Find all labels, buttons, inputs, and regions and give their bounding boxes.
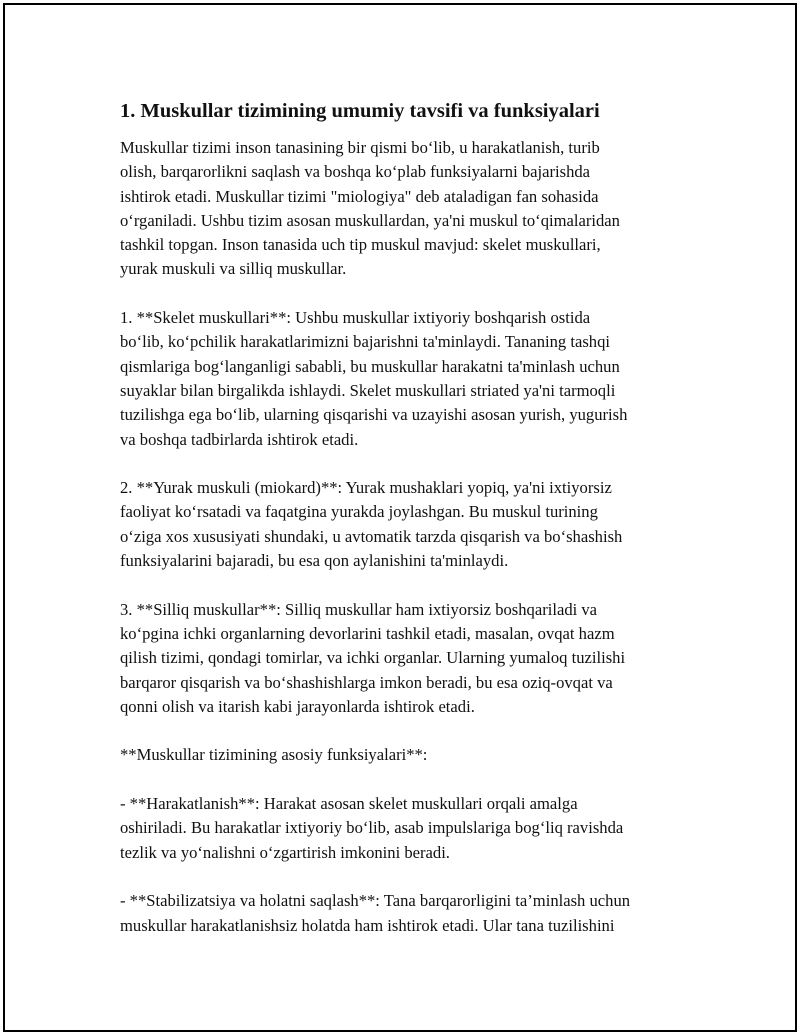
text-line: o‘rganiladi. Ushbu tizim asosan muskullardan, ya'ni muskul to‘qimalaridan (120, 210, 620, 230)
text-line: va boshqa tadbirlarda ishtirok etadi. (120, 429, 359, 449)
text-line: faoliyat ko‘rsatadi va faqatgina yurakda joylashgan. Bu muskul turining (120, 502, 598, 522)
text-line: o‘ziga xos xususiyati shundaki, u avtomatik tarzda qisqarish va bo‘shashish (120, 526, 623, 546)
text-line: - **Stabilizatsiya va holatni saqlash**: Tana barqarorligini ta’minlash uchun (120, 891, 631, 911)
text-line: muskullar harakatlanishsiz holatda ham ishtirok etadi. Ular tana tuzilishini (120, 915, 615, 935)
functions-subheading (120, 743, 695, 767)
text-line: qismlariga bog‘langanligi sababli, bu muskullar harakatni ta'minlash uchun (120, 356, 620, 376)
text-line: bo‘lib, ko‘pchilik harakatlarimizni bajarishni ta'minlaydi. Tananing tashqi (120, 332, 610, 352)
text-line: suyaklar bilan birgalikda ishlaydi. Skelet muskullari striated ya'ni tarmoqli (120, 380, 616, 400)
text-line: tashkil topgan. Inson tanasida uch tip muskul mavjud: skelet muskullari, (120, 235, 601, 255)
page-frame (3, 3, 797, 1032)
intro-paragraph (120, 136, 695, 282)
text-line: - **Harakatlanish**: Harakat asosan skelet muskullari orqali amalga (120, 794, 578, 814)
section-heading: 1. Muskullar tizimining umumiy tavsifi va funksiyalari (120, 100, 600, 122)
text-line: qilish tizimi, qondagi tomirlar, va ichki organlar. Ularning yumaloq tuzilishi (120, 648, 626, 668)
text-line: **Muskullar tizimining asosiy funksiyalari**: (120, 745, 428, 765)
text-line: olish, barqarorlikni saqlash va boshqa ko‘plab funksiyalarni bajarishda (120, 162, 591, 182)
document-body (120, 98, 695, 962)
skeletal-muscle-paragraph (120, 306, 695, 452)
text-line: 2. **Yurak muskuli (miokard)**: Yurak mushaklari yopiq, ya'ni ixtiyorsiz (120, 478, 612, 498)
movement-list-item (120, 792, 695, 865)
text-line: Muskullar tizimi inson tanasining bir qismi bo‘lib, u harakatlanish, turib (120, 138, 600, 157)
stabilization-list-item (120, 889, 695, 938)
text-line: qonni olish va itarish kabi jarayonlarda ishtirok etadi. (120, 696, 475, 716)
text-line: tuzilishga ega bo‘lib, ularning qisqarishi va uzayishi asosan yurish, yugurish (120, 405, 628, 425)
text-line: 1. **Skelet muskullari**: Ushbu muskullar ixtiyoriy boshqarish ostida (120, 308, 591, 328)
text-line: barqaror qisqarish va bo‘shashishlarga imkon beradi, bu esa oziq-ovqat va (120, 672, 613, 692)
text-line: funksiyalarini bajaradi, bu esa qon aylanishini ta'minlaydi. (120, 551, 509, 571)
text-line: ko‘pgina ichki organlarning devorlarini tashkil etadi, masalan, ovqat hazm (120, 623, 615, 643)
text-line: tezlik va yo‘nalishni o‘zgartirish imkonini beradi. (120, 842, 450, 862)
text-line: oshiriladi. Bu harakatlar ixtiyoriy bo‘lib, asab impulslariga bog‘liq ravishda (120, 818, 624, 838)
cardiac-muscle-paragraph (120, 476, 695, 573)
smooth-muscle-paragraph (120, 598, 695, 719)
text-line: ishtirok etadi. Muskullar tizimi "miologiya" deb ataladigan fan sohasida (120, 186, 599, 206)
text-line: yurak muskuli va silliq muskullar. (120, 259, 347, 279)
text-line: 3. **Silliq muskullar**: Silliq muskullar ham ixtiyorsiz boshqariladi va (120, 599, 598, 619)
